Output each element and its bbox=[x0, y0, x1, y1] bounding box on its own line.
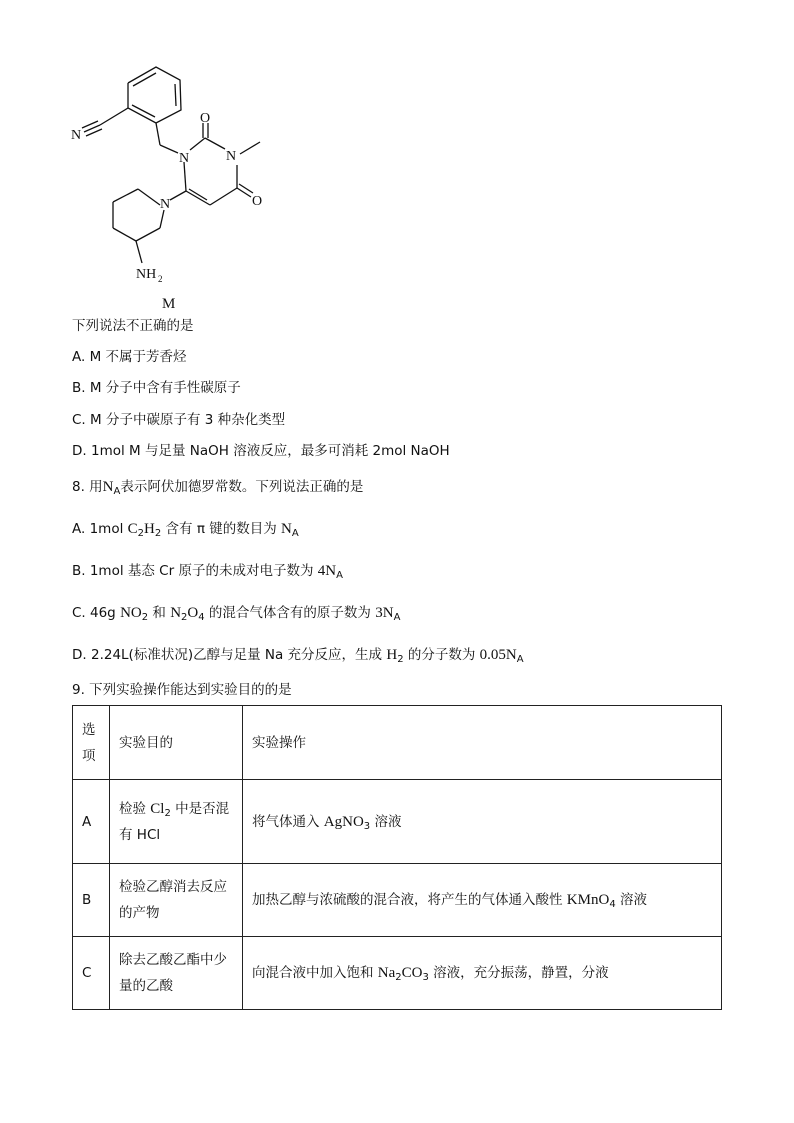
row-c-op-na-sub: 2 bbox=[395, 972, 402, 983]
atom-n3: N bbox=[226, 149, 237, 164]
row-c-op-co-sub: 3 bbox=[422, 972, 429, 983]
q8-d-h2-sub: 2 bbox=[397, 654, 404, 665]
row-c-purpose bbox=[110, 937, 243, 1010]
q7-option-d: D. 1mol M 与足量 NaOH 溶液反应，最多可消耗 2mol NaOH bbox=[72, 443, 450, 459]
q8-stem-prefix: 8. 用 bbox=[72, 479, 103, 495]
row-a-purpose-suffix: 中是否混 bbox=[170, 800, 230, 817]
q8-c-prefix: C. 46g bbox=[72, 605, 121, 621]
atom-n-piperidine: N bbox=[160, 197, 171, 212]
row-b-op-prefix: 加热乙醇与浓硫酸的混合液，将产生的气体通入酸性 bbox=[252, 892, 567, 908]
row-c-op-co: CO bbox=[401, 965, 423, 981]
row-a-purpose-cl: Cl bbox=[150, 800, 165, 817]
table-row bbox=[73, 864, 722, 937]
q9-table bbox=[72, 705, 722, 1010]
header-option-line1: 选 bbox=[82, 721, 96, 738]
row-c-purpose-line2: 量的乙酸 bbox=[119, 978, 173, 994]
atom-o-bottom: O bbox=[252, 194, 263, 209]
table-header-row bbox=[73, 706, 722, 780]
q8-c-and: 和 bbox=[148, 605, 171, 621]
q8-a-mid: 含有 π 键的数目为 bbox=[161, 521, 282, 537]
molecule-structure bbox=[60, 50, 300, 312]
header-purpose: 实验目的 bbox=[110, 706, 243, 780]
row-c-option: C bbox=[73, 937, 110, 1010]
row-a-op-suffix: 溶液 bbox=[370, 813, 402, 830]
q8-d-h2: H bbox=[386, 647, 398, 663]
row-c-purpose-line1: 除去乙酸乙酯中少 bbox=[119, 952, 227, 968]
q8-d-value: 0.05N bbox=[479, 647, 517, 663]
header-operation: 实验操作 bbox=[243, 706, 722, 780]
q9-stem: 9. 下列实验操作能达到实验目的的是 bbox=[72, 682, 292, 698]
row-a-purpose-prefix: 检验 bbox=[119, 800, 151, 817]
q8-a-c: C bbox=[127, 521, 138, 537]
molecule-label: M bbox=[162, 296, 176, 312]
row-a-purpose-cl-sub: 2 bbox=[164, 807, 171, 819]
row-c-op-suffix: 溶液，充分振荡，静置，分液 bbox=[428, 965, 609, 981]
row-a-op-prefix: 将气体通入 bbox=[252, 813, 324, 830]
q7-stem: 下列说法不正确的是 bbox=[72, 318, 194, 334]
q7-option-c: C. M 分子中碳原子有 3 种杂化类型 bbox=[72, 412, 286, 428]
q7-option-b: B. M 分子中含有手性碳原子 bbox=[72, 380, 241, 396]
atom-nh2-subscript: 2 bbox=[158, 274, 163, 284]
header-option-line2: 项 bbox=[82, 747, 96, 764]
row-b-purpose-line1: 检验乙醇消去反应 bbox=[119, 879, 227, 895]
q8-c-no2-sub: 2 bbox=[141, 612, 149, 623]
q7-option-a: A. M 不属于芳香烃 bbox=[72, 349, 187, 365]
q8-a-na: N bbox=[281, 521, 292, 537]
q8-b-prefix: B. 1mol 基态 Cr 原子的未成对电子数为 bbox=[72, 563, 318, 579]
row-b-option: B bbox=[73, 864, 110, 937]
row-a-option: A bbox=[73, 780, 110, 864]
atom-n1: N bbox=[179, 151, 190, 166]
q8-b-value-sub: A bbox=[336, 570, 343, 581]
q8-c-n2o4-o: O bbox=[187, 605, 199, 621]
q8-c-mid: 的混合气体含有的原子数为 bbox=[204, 605, 376, 621]
q8-c-value: 3N bbox=[375, 605, 394, 621]
row-b-op-chem: KMnO bbox=[566, 892, 610, 908]
q8-b-value: 4N bbox=[317, 563, 337, 579]
table-row bbox=[73, 937, 722, 1010]
q8-a-h-sub: 2 bbox=[154, 528, 162, 539]
row-b-op-suffix: 溶液 bbox=[615, 892, 647, 908]
row-c-operation bbox=[243, 937, 722, 1010]
q8-c-n2o4-o-sub: 4 bbox=[198, 612, 205, 623]
row-b-purpose bbox=[110, 864, 243, 937]
row-a-op-chem-sub: 3 bbox=[363, 820, 371, 832]
q8-a-na-sub: A bbox=[291, 528, 299, 539]
atom-nitrile-n: N bbox=[71, 128, 82, 143]
atom-o-top: O bbox=[200, 111, 211, 126]
row-a-purpose bbox=[110, 780, 243, 864]
q8-stem-na: N bbox=[102, 479, 114, 495]
q8-stem-na-sub: A bbox=[113, 486, 121, 497]
q8-c-value-sub: A bbox=[393, 612, 401, 623]
q8-option-c bbox=[72, 603, 400, 623]
q8-c-n2o4-n: N bbox=[170, 605, 182, 621]
q8-option-a bbox=[72, 519, 299, 539]
q8-option-d bbox=[72, 645, 524, 665]
q8-option-b bbox=[72, 561, 343, 581]
q8-stem bbox=[72, 477, 363, 497]
q8-c-n2o4-n-sub: 2 bbox=[181, 612, 188, 623]
row-a-purpose-line2: 有 HCl bbox=[119, 826, 161, 843]
header-option bbox=[73, 706, 110, 780]
table-row bbox=[73, 780, 722, 864]
q8-stem-suffix: 表示阿伏加德罗常数。下列说法正确的是 bbox=[120, 479, 364, 495]
q8-a-c-sub: 2 bbox=[137, 528, 145, 539]
q8-c-no2: NO bbox=[120, 605, 142, 621]
q8-a-prefix: A. 1mol bbox=[72, 521, 128, 537]
q8-d-value-sub: A bbox=[516, 654, 524, 665]
q8-a-h: H bbox=[144, 521, 155, 537]
row-a-operation bbox=[243, 780, 722, 864]
row-c-op-prefix: 向混合液中加入饱和 bbox=[252, 965, 378, 981]
molecule-structure-svg bbox=[60, 50, 300, 312]
q8-d-mid: 的分子数为 bbox=[403, 647, 480, 663]
row-c-op-na: Na bbox=[377, 965, 396, 981]
row-b-op-chem-sub: 4 bbox=[609, 899, 616, 910]
atom-nh2: NH bbox=[136, 267, 157, 282]
q8-d-prefix: D. 2.24L(标准状况)乙醇与足量 Na 充分反应，生成 bbox=[72, 647, 387, 663]
row-a-op-chem: AgNO bbox=[323, 813, 364, 830]
row-b-operation bbox=[243, 864, 722, 937]
row-b-purpose-line2: 的产物 bbox=[119, 905, 160, 921]
